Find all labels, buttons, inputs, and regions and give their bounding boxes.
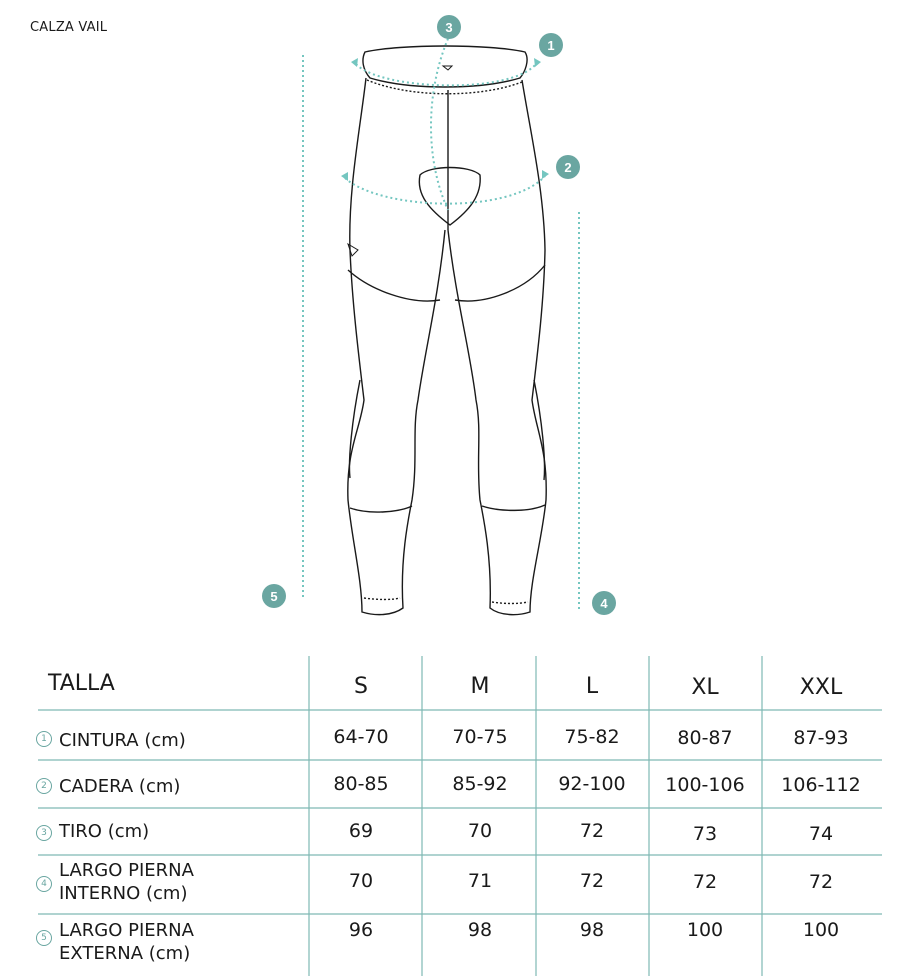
row-label-line-1: LARGO PIERNA: [59, 920, 194, 941]
table-cell: 98: [579, 919, 605, 941]
table-cell: 106-112: [781, 774, 861, 796]
svg-text:4: 4: [600, 596, 608, 611]
table-cell: 71: [467, 870, 493, 892]
table-cell: 69: [348, 820, 374, 842]
table-cell: 100: [802, 919, 840, 941]
row-number-icon: 2: [36, 778, 52, 794]
table-cell: 72: [579, 820, 605, 842]
table-cell: 72: [579, 870, 605, 892]
product-title: CALZA VAIL: [30, 20, 108, 35]
table-cell: 74: [808, 823, 834, 845]
table-cell: 73: [692, 823, 718, 845]
row-number-icon: 3: [36, 825, 52, 841]
row-label: CINTURA (cm): [59, 730, 186, 751]
header-size-s: S: [354, 674, 368, 699]
table-cell: 72: [808, 871, 834, 893]
table-cell: 98: [467, 919, 493, 941]
row-label-line-1: LARGO PIERNA: [59, 860, 194, 881]
table-cell: 70-75: [452, 726, 508, 748]
table-cell: 96: [348, 919, 374, 941]
row-label: CADERA (cm): [59, 776, 181, 797]
table-cell: 85-92: [452, 773, 508, 795]
table-cell: 87-93: [793, 727, 849, 749]
row-label: TIRO (cm): [59, 821, 150, 842]
row-number-icon: 4: [36, 876, 52, 892]
header-talla: TALLA: [48, 671, 115, 696]
table-cell: 72: [692, 871, 718, 893]
table-cell: 100-106: [665, 774, 745, 796]
row-number-icon: 1: [36, 731, 52, 747]
table-cell: 64-70: [333, 726, 389, 748]
table-cell: 100: [686, 919, 724, 941]
table-cell: 70: [467, 820, 493, 842]
table-cell: 92-100: [558, 773, 626, 795]
row-label-line-2: EXTERNA (cm): [59, 943, 191, 964]
header-size-xxl: XXL: [799, 675, 843, 700]
svg-text:5: 5: [270, 589, 278, 604]
table-cell: 80-87: [677, 727, 733, 749]
svg-text:2: 2: [564, 160, 572, 175]
table-cell: 80-85: [333, 773, 389, 795]
header-size-l: L: [585, 674, 599, 699]
row-number-icon: 5: [36, 930, 52, 946]
table-cell: 70: [348, 870, 374, 892]
svg-text:3: 3: [445, 20, 453, 35]
table-cell: 75-82: [564, 726, 620, 748]
header-size-xl: XL: [691, 675, 719, 700]
row-label-line-2: INTERNO (cm): [59, 883, 188, 904]
svg-text:1: 1: [547, 38, 555, 53]
header-size-m: M: [470, 674, 490, 699]
